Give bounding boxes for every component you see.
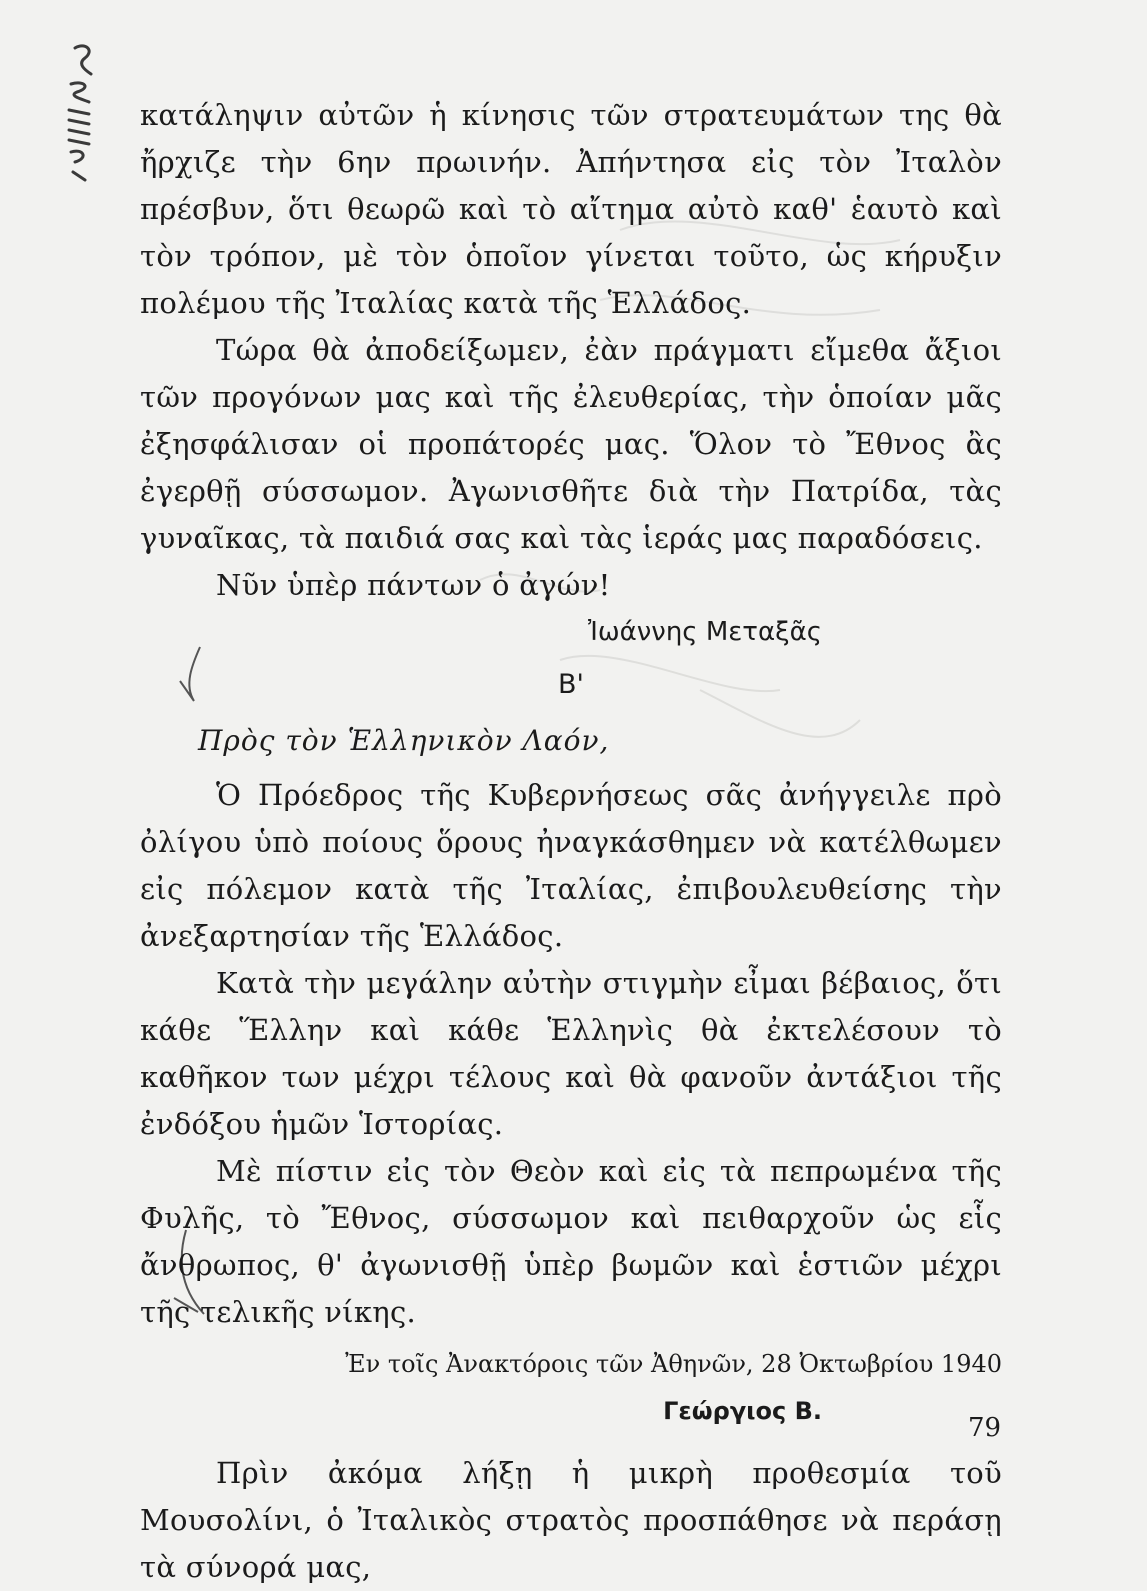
page-number: 79 bbox=[968, 1413, 1002, 1443]
section-heading: Β' bbox=[558, 669, 584, 700]
paragraph: Κατὰ τὴν μεγάλην αὐτὴν στιγμὴν εἶμαι βέβαιος, ὅτι κάθε Ἕλλην καὶ κάθε Ἑλληνὶς θὰ ἐκτελέσουν τὸ καθῆκον των μέχρι τέλους καὶ θὰ φανοῦν ἀντάξιοι τῆς ἐνδόξου ἡμῶν Ἱστορίας. bbox=[140, 966, 1002, 1141]
paragraph: Νῦν ὑπὲρ πάντων ὁ ἀγών! bbox=[216, 568, 611, 602]
paragraph: Ὁ Πρόεδρος τῆς Κυβερνήσεως σᾶς ἀνήγγειλε πρὸ ὀλίγου ὑπὸ ποίους ὅρους ἠναγκάσθημεν νὰ κατέλθωμεν εἰς πόλεμον κατὰ τῆς Ἰταλίας, ἐπιβουλευθείσης τὴν ἀνεξαρτησίαν τῆς Ἑλλάδος. bbox=[140, 778, 1002, 953]
address-line: Πρὸς τὸν Ἑλληνικὸν Λαόν, bbox=[198, 724, 610, 757]
document-page bbox=[140, 92, 1002, 1591]
signature-metaxas: Ἰωάννης Μεταξᾶς bbox=[587, 617, 822, 647]
pencil-handwriting-margin bbox=[55, 40, 105, 190]
paragraph: Πρὶν ἀκόμα λήξῃ ἡ μικρὴ προθεσμία τοῦ Μουσολίνι, ὁ Ἰταλικὸς στρατὸς προσπάθησε νὰ περάσῃ τὰ σύνορά μας, bbox=[140, 1456, 1002, 1584]
dateline: Ἐν τοῖς Ἀνακτόροις τῶν Ἀθηνῶν, 28 Ὀκτωβρίου 1940 bbox=[345, 1350, 1002, 1378]
paragraph: Τώρα θὰ ἀποδείξωμεν, ἐὰν πράγματι εἴμεθα ἄξιοι τῶν προγόνων μας καὶ τῆς ἐλευθερίας, τὴν ὁποίαν μᾶς ἐξησφάλισαν οἱ προπάτορές μας. Ὅλον τὸ Ἔθνος ἂς ἐγερθῇ σύσσωμον. Ἀγωνισθῆτε διὰ τὴν Πατρίδα, τὰς γυναῖκας, τὰ παιδιά σας καὶ τὰς ἱεράς μας παραδόσεις. bbox=[140, 333, 1002, 555]
paragraph: κατάληψιν αὐτῶν ἡ κίνησις τῶν στρατευμάτων της θὰ ἤρχιζε τὴν 6ην πρωινήν. Ἀπήντησα εἰς τὸν Ἰταλὸν πρέσβυν, ὅτι θεωρῶ καὶ τὸ αἴτημα αὐτὸ καθ' ἑαυτὸ καὶ τὸν τρόπον, μὲ τὸν ὁποῖον γίνεται τοῦτο, ὡς κήρυξιν πολέμου τῆς Ἰταλίας κατὰ τῆς Ἑλλάδος. bbox=[140, 98, 1002, 320]
paragraph: Μὲ πίστιν εἰς τὸν Θεὸν καὶ εἰς τὰ πεπρωμένα τῆς Φυλῆς, τὸ Ἔθνος, σύσσωμον καὶ πειθαρχοῦν ὡς εἷς ἄνθρωπος, θ' ἀγωνισθῇ ὑπὲρ βωμῶν καὶ ἑστιῶν μέχρι τῆς τελικῆς νίκης. bbox=[140, 1154, 1002, 1329]
signature-georgios: Γεώργιος Β. bbox=[663, 1397, 822, 1425]
